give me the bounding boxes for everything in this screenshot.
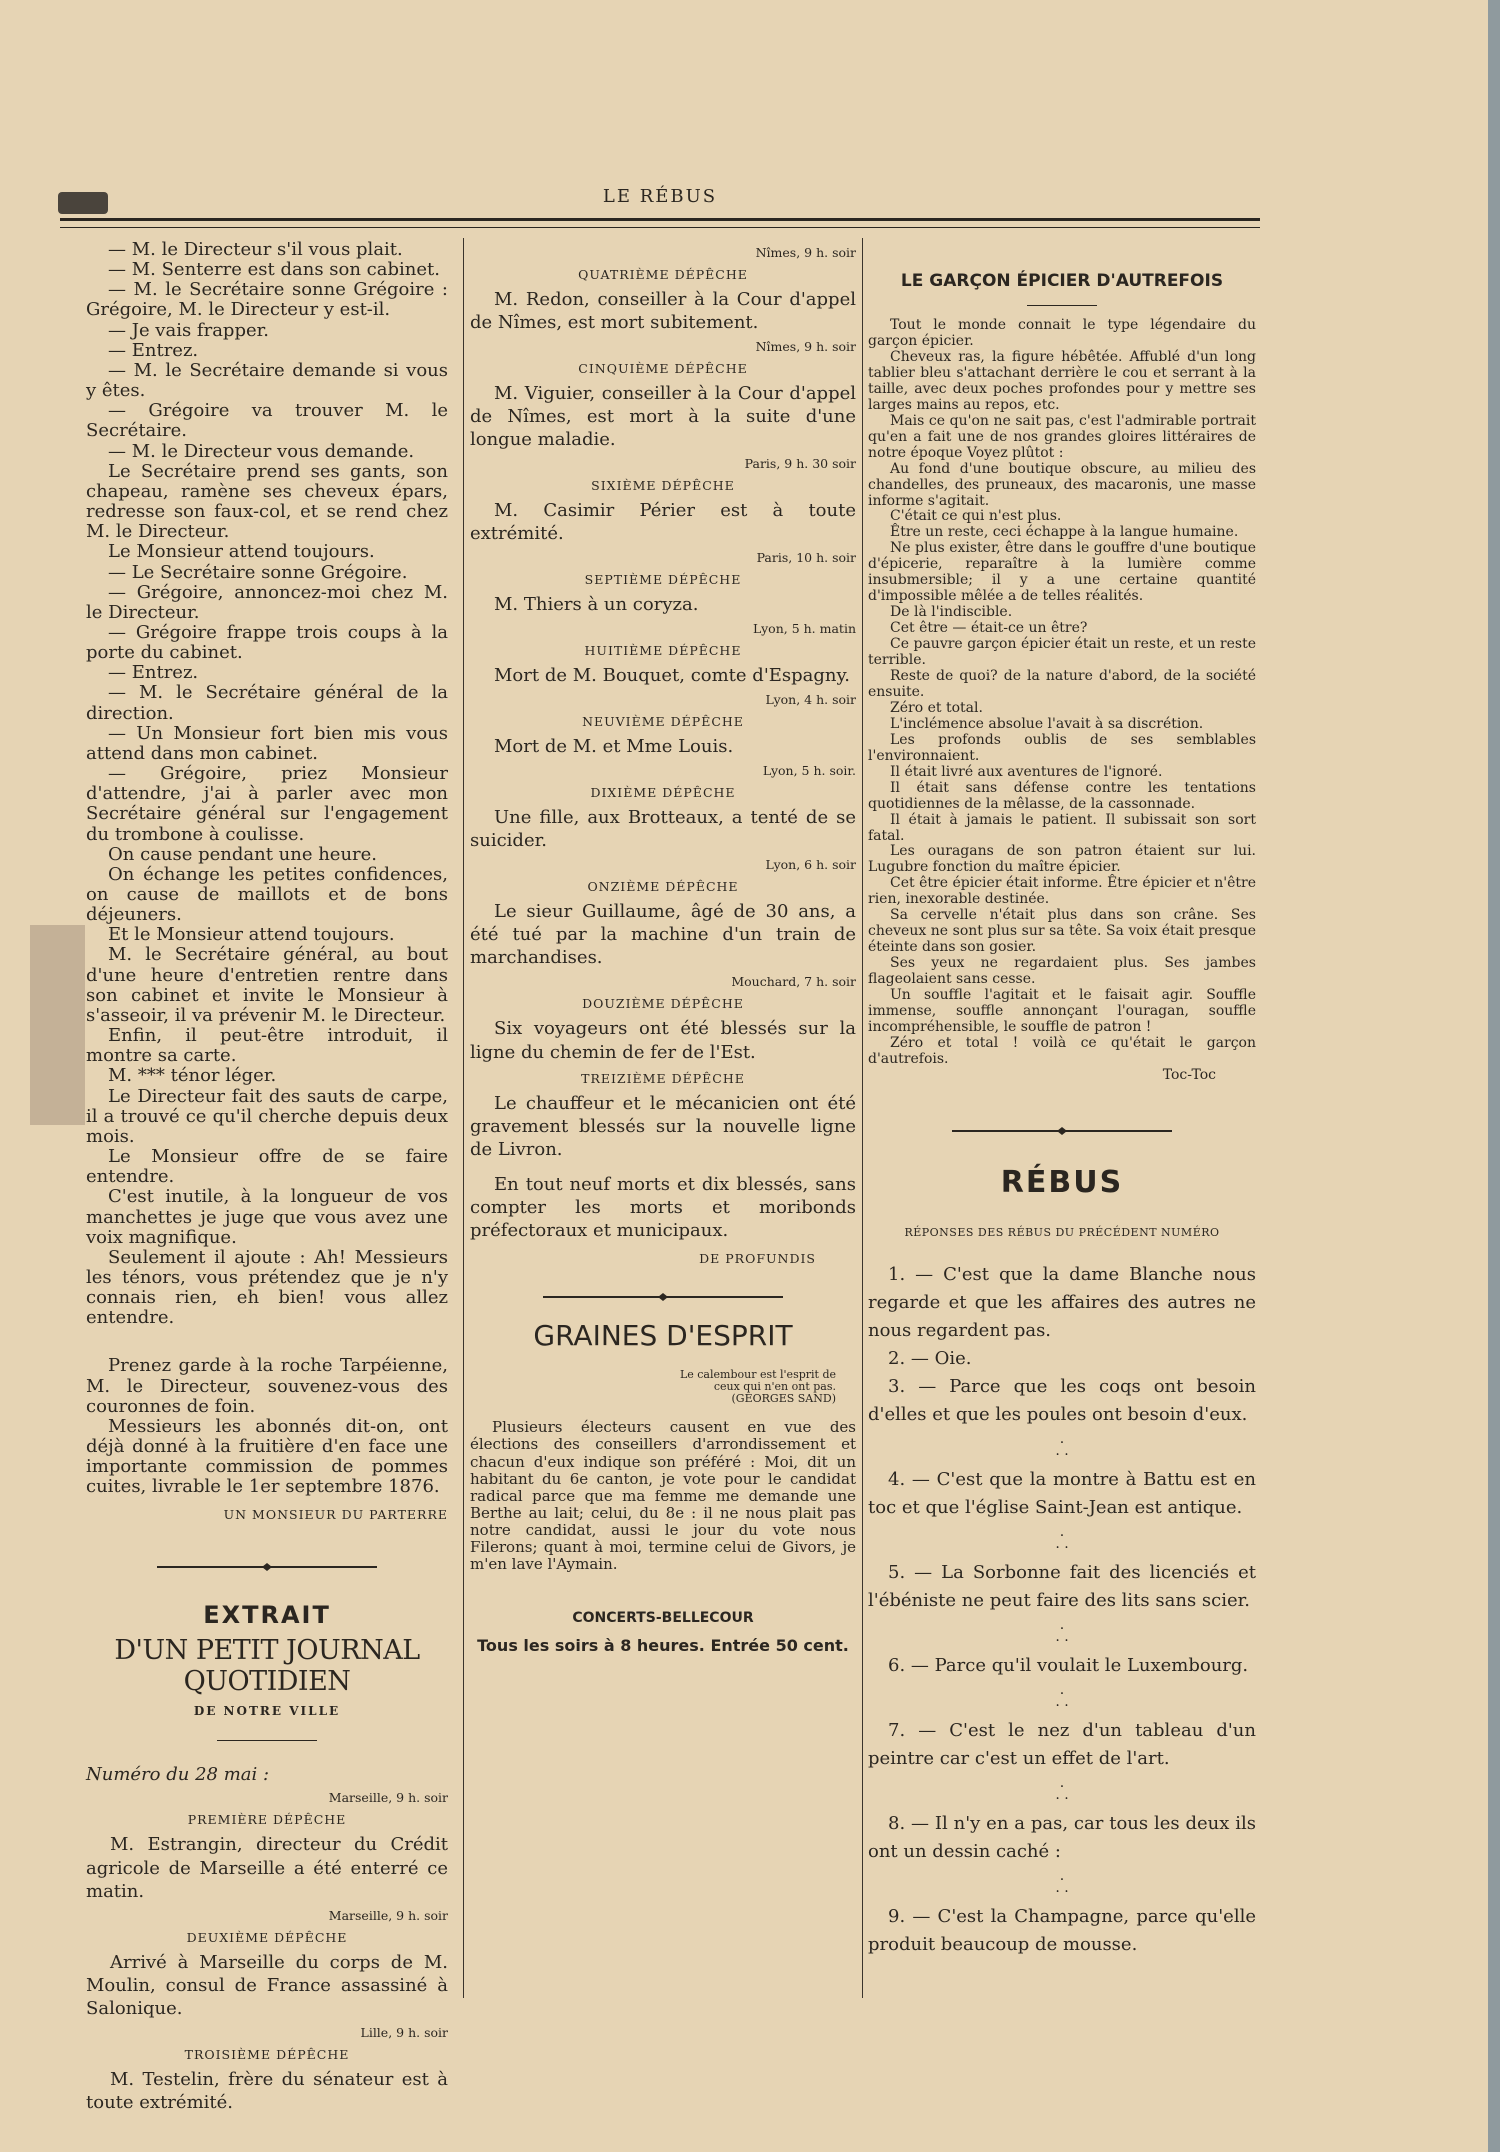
rebus-answer: 9. — C'est la Champagne, parce qu'elle produit beaucoup de mousse. [868, 1905, 1256, 1955]
epicier-paragraph: Être un reste, ceci échappe à la langue humaine. [890, 524, 1239, 541]
depeche-place: Mouchard, 7 h. soir [731, 974, 856, 990]
epicier-paragraph: Reste de quoi? de la nature d'abord, de la société ensuite. [868, 668, 1256, 700]
signature-toc: Toc-Toc [1162, 1066, 1216, 1083]
closing-paragraph: Prenez garde à la roche Tarpéienne, M. le Directeur, souvenez-vous des couronnes de foin. [86, 1355, 448, 1417]
ornament-divider-3 [952, 1126, 1172, 1136]
depeche-place: Lyon, 6 h. soir [765, 857, 856, 873]
dots-separator: . . . [1055, 1774, 1069, 1804]
rebus-answer: 6. — Parce qu'il voulait le Luxembourg. [888, 1654, 1249, 1676]
dialogue-line: — Un Monsieur fort bien mis vous attend dans mon cabinet. [86, 722, 448, 764]
depeche-title: DIXIÈME DÉPÊCHE [590, 785, 736, 801]
epigraph-author: (GEORGES SAND) [731, 1392, 836, 1406]
column-3 [868, 240, 1256, 1959]
epicier-paragraph: Zéro et total ! voilà ce qu'était le garçon d'autrefois. [868, 1034, 1256, 1067]
epicier-paragraphs [868, 318, 1256, 1068]
epicier-paragraph: Les profonds oublis de ses semblables l'environnaient. [868, 731, 1256, 764]
dots-separator: . . . [1055, 1616, 1069, 1646]
depeche-text: Mort de M. et Mme Louis. [494, 736, 734, 758]
dialogue-line: — M. Senterre est dans son cabinet. [108, 259, 440, 281]
depeche-title: TROISIÈME DÉPÊCHE [184, 2046, 350, 2062]
dialogue-line: — Grégoire, annoncez-moi chez M. le Directeur. [86, 581, 448, 623]
epicier-paragraph: C'était ce qui n'est plus. [890, 508, 1062, 525]
extrait-subtitle: D'UN PETIT JOURNAL QUOTIDIEN [114, 1635, 420, 1697]
depeche-title: SEPTIÈME DÉPÊCHE [584, 572, 742, 588]
dialogue-line: — Entrez. [108, 662, 199, 684]
epicier-paragraph: Au fond d'une boutique obscure, au milieu des chandelles, des pruneaux, des macaronis, une masse informe s'agitait. [868, 460, 1256, 509]
signature-parterre: UN MONSIEUR DU PARTERRE [223, 1506, 448, 1522]
graines-text: Plusieurs électeurs causent en vue des élections des conseillers d'arrondissement et chacun d'eux indique son préféré : Moi, dit un habitant du 6e canton, je vote pour le candidat radical parce que ma femme me demande une Berthe au lait; celui, du 8e : il ne nous plait pas notre candidat, aussi le jour du vote nous Filerons; quant à moi, termine celui de Givors, je m'en lave l'Aymain. [470, 1418, 856, 1574]
depeche-place: Nîmes, 9 h. soir [755, 245, 856, 260]
extrait-title: EXTRAIT [203, 1600, 331, 1629]
dialogue-line: — Je vais frapper. [108, 319, 269, 341]
dialogue-line: Le Directeur fait des sauts de carpe, il a trouvé ce qu'il cherche depuis deux mois. [86, 1085, 448, 1147]
epicier-paragraph: Un souffle l'agitait et le faisait agir. Souffle immense, souffle annonçant l'ouragan, souffle incompréhensible, le souffle de patron ! [868, 987, 1256, 1035]
paper-stain [30, 925, 85, 1125]
dialogue-line: — M. le Directeur vous demande. [108, 440, 415, 462]
dialogue-line: — M. le Secrétaire sonne Grégoire : Grégoire, M. le Directeur y est-il. [86, 279, 448, 321]
short-rule-3 [1027, 305, 1097, 306]
rebus-answer: 4. — C'est que la montre à Battu est en toc et que l'église Saint-Jean est antique. [868, 1468, 1256, 1518]
extrait-ville: DE NOTRE VILLE [193, 1703, 341, 1718]
depeches-list-2 [470, 246, 856, 1161]
dialogue-lines [86, 240, 448, 1328]
epicier-paragraph: Ce pauvre garçon épicier était un reste, et un reste terrible. [868, 636, 1256, 669]
dialogue-line: On cause pendant une heure. [108, 843, 378, 865]
depeche-title: DOUZIÈME DÉPÊCHE [582, 996, 744, 1012]
rebus-answers [868, 1261, 1256, 1958]
epigraph: Le calembour est l'esprit de ceux qui n'en ont pas. [679, 1368, 836, 1394]
depeche-text: M. Testelin, frère du sénateur est à toute extrémité. [86, 2068, 448, 2113]
epicier-paragraph: Il était à jamais le patient. Il subissait son sort fatal. [868, 811, 1256, 844]
header-rule [60, 218, 1260, 228]
rebus-title: RÉBUS [1000, 1164, 1124, 1200]
dialogue-line: — M. le Secrétaire général de la direction. [86, 682, 448, 724]
reponses-title: RÉPONSES DES RÉBUS DU PRÉCÉDENT NUMÉRO [904, 1226, 1220, 1240]
depeche-text: Le chauffeur et le mécanicien ont été gravement blessés sur la nouvelle ligne de Livron. [470, 1092, 856, 1160]
short-rule [217, 1740, 317, 1741]
epicier-paragraph: Il était sans défense contre les tentations quotidiennes de la mêlasse, de la cassonnade. [868, 779, 1256, 812]
depeche-title: HUITIÈME DÉPÊCHE [584, 643, 742, 659]
rebus-answer: 1. — C'est que la dame Blanche nous regarde et que les affaires des autres ne nous regardent pas. [868, 1264, 1256, 1342]
depeche-place: Lyon, 5 h. soir. [762, 763, 856, 779]
depeche-place: Paris, 9 h. 30 soir [744, 456, 856, 472]
depeche-title: ONZIÈME DÉPÊCHE [587, 879, 739, 895]
depeche-title: SIXIÈME DÉPÊCHE [591, 478, 735, 494]
depeche-text: Six voyageurs ont été blessés sur la ligne du chemin de fer de l'Est. [470, 1018, 856, 1063]
page-header: LE RÉBUS [602, 186, 718, 207]
rebus-answer: 3. — Parce que les coqs ont besoin d'elles et que les poules ont besoin d'eux. [868, 1375, 1256, 1425]
ornament-divider-2 [543, 1292, 783, 1302]
dialogue-line: — Le Secrétaire sonne Grégoire. [108, 561, 408, 583]
dialogue-line: Le Monsieur offre de se faire entendre. [86, 1146, 448, 1188]
epicier-paragraph: Cheveux ras, la figure hébêtée. Affublé d'un long tablier bleu s'attachant derrière le cou et serrant à la taille, avec deux poches profondes pour y mettre ses larges mains au repos, etc. [868, 348, 1256, 413]
epicier-paragraph: Tout le monde connait le type légendaire du garçon épicier. [868, 317, 1256, 349]
depeche-place: Marseille, 9 h. soir [328, 1790, 448, 1806]
column-1 [86, 240, 448, 2118]
dialogue-line: — M. le Secrétaire demande si vous y êtes. [86, 359, 448, 402]
dialogue-line: Seulement il ajoute : Ah! Messieurs les ténors, vous prétendez que je n'y connais rien, eh bien! vous allez entendre. [86, 1246, 448, 1329]
dialogue-line: — Grégoire, priez Monsieur d'attendre, j'ai à parler avec mon Secrétaire général sur l'engagement du trombone à coulisse. [86, 763, 448, 845]
dialogue-line: — Grégoire va trouver M. le Secrétaire. [86, 400, 448, 442]
rebus-answer: 7. — C'est le nez d'un tableau d'un peintre car c'est un effet de l'art. [868, 1719, 1256, 1769]
depeche-text: M. Estrangin, directeur du Crédit agricole de Marseille a été enterré ce matin. [86, 1834, 448, 1902]
dialogue-line: Le Monsieur attend toujours. [108, 541, 375, 563]
epicier-paragraph: Ses yeux ne regardaient plus. Ses jambes flageolaient sans cesse. [868, 955, 1256, 988]
depeche-place: Paris, 10 h. soir [756, 550, 856, 566]
dialogue-line: Enfin, il peut-être introduit, il montre sa carte. [86, 1025, 448, 1067]
dialogue-line: Le Secrétaire prend ses gants, son chapeau, ramène ses cheveux épars, redresse son faux-col, et se rend chez M. le Directeur. [86, 460, 448, 543]
dialogue-line: — M. le Directeur s'il vous plait. [108, 239, 403, 260]
depeche-title: NEUVIÈME DÉPÊCHE [582, 714, 744, 730]
rebus-answer: 2. — Oie. [888, 1348, 972, 1370]
closing-paragraphs [86, 1356, 448, 1497]
depeche-place: Lyon, 5 h. matin [753, 621, 856, 637]
column-2 [470, 240, 856, 1655]
epicier-paragraph: Cet être — était-ce un être? [890, 620, 1088, 637]
signature-profundis: DE PROFUNDIS [699, 1250, 816, 1266]
epicier-title: LE GARÇON ÉPICIER D'AUTREFOIS [900, 271, 1224, 291]
concerts-title: CONCERTS-BELLECOUR [572, 1610, 754, 1627]
dots-separator: . . . [1055, 1867, 1069, 1897]
depeche-place: Marseille, 9 h. soir [328, 1907, 448, 1923]
dots-separator: . . . [1055, 1430, 1069, 1460]
dialogue-line: C'est inutile, à la longueur de vos manchettes je juge que vous avez une voix magnifique. [86, 1186, 448, 1248]
depeche-text: M. Casimir Périer est à toute extrémité. [470, 500, 856, 545]
depeche-title: QUATRIÈME DÉPÊCHE [578, 267, 748, 282]
epicier-paragraph: Les ouragans de son patron étaient sur lui. Lugubre fonction du maître épicier. [868, 843, 1256, 876]
epicier-paragraph: Sa cervelle n'était plus dans son crâne. Ses cheveux ne sont plus sur sa tête. Sa voix était presque éteinte dans son gosier. [868, 907, 1256, 956]
dots-separator: . . . [1055, 1523, 1069, 1553]
depeche-text: M. Viguier, conseiller à la Cour d'appel de Nîmes, est mort à la suite d'une longue maladie. [470, 383, 856, 451]
dialogue-line: Et le Monsieur attend toujours. [108, 924, 395, 946]
depeche-title: TREIZIÈME DÉPÊCHE [581, 1070, 745, 1086]
closing-paragraph: Messieurs les abonnés dit-on, ont déjà donné à la fruitière d'en face une importante commission de pommes cuites, livrable le 1er septembre 1876. [86, 1415, 448, 1498]
epicier-paragraph: Cet être épicier était informe. Être épicier et n'être rien, inexorable destinée. [868, 875, 1256, 908]
epicier-paragraph: De là l'indiscible. [890, 604, 1013, 621]
dialogue-line: — Grégoire frappe trois coups à la porte du cabinet. [86, 621, 448, 664]
depeche-place: Lille, 9 h. soir [360, 2024, 448, 2040]
numero-label: Numéro du 28 mai : [86, 1764, 270, 1786]
depeche-title: PREMIÈRE DÉPÊCHE [187, 1812, 347, 1828]
graines-title: GRAINES D'ESPRIT [533, 1318, 793, 1352]
depeche-place: Nîmes, 9 h. soir [755, 339, 856, 355]
epicier-paragraph: Zéro et total. [890, 699, 983, 716]
depeche-title: CINQUIÈME DÉPÊCHE [578, 361, 748, 377]
ornament-divider [157, 1562, 377, 1572]
depeches-list-1 [86, 1791, 448, 2113]
depeche-title: DEUXIÈME DÉPÊCHE [186, 1929, 348, 1945]
epicier-paragraph: Il était livré aux aventures de l'ignoré. [890, 763, 1163, 780]
depeche-text: Le sieur Guillaume, âgé de 30 ans, a été tué par la machine d'un train de marchandises. [470, 901, 856, 969]
depeche-place: Lyon, 4 h. soir [765, 692, 856, 708]
depeche-text: Une fille, aux Brotteaux, a tenté de se suicider. [470, 807, 856, 852]
column-separator-2 [862, 238, 863, 1998]
column-separator-1 [463, 238, 464, 1998]
summary-text: En tout neuf morts et dix blessés, sans compter les morts et moribonds préfectoraux et municipaux. [470, 1173, 856, 1241]
depeche-text: Mort de M. Bouquet, comte d'Espagny. [494, 665, 851, 687]
epicier-paragraph: Mais ce qu'on ne sait pas, c'est l'admirable portrait qu'en a fait une de nos grandes gloires littéraires de notre époque Voyez plûtot : [868, 412, 1256, 461]
dialogue-line: M. le Secrétaire général, au bout d'une heure d'entretien rentre dans son cabinet et invite le Monsieur à s'asseoir, il va prévenir M. le Directeur. [86, 944, 448, 1026]
epicier-paragraph: Ne plus exister, être dans le gouffre d'une boutique d'épicerie, reparaître à la lumière comme insubmersible; il y a une certaine quantité d'impossible mêlée a de telles réalités. [868, 540, 1256, 605]
dialogue-line: — Entrez. [108, 339, 199, 361]
concerts-text: Tous les soirs à 8 heures. Entrée 50 cent. [477, 1635, 849, 1655]
rebus-answer: 8. — Il n'y en a pas, car tous les deux ils ont un dessin caché : [868, 1812, 1256, 1862]
dots-separator: . . . [1055, 1681, 1069, 1711]
depeche-text: Arrivé à Marseille du corps de M. Moulin, consul de France assassiné à Salonique. [86, 1951, 448, 2019]
epicier-paragraph: L'inclémence absolue l'avait à sa discrétion. [890, 715, 1204, 732]
rebus-answer: 5. — La Sorbonne fait des licenciés et l'ébéniste ne peut faire des lits sans scier. [868, 1561, 1256, 1611]
dialogue-line: M. *** ténor léger. [108, 1065, 277, 1087]
dialogue-line: On échange les petites confidences, on cause de maillots et de bons déjeuners. [86, 863, 448, 926]
depeche-text: M. Thiers à un coryza. [494, 594, 699, 616]
depeche-text: M. Redon, conseiller à la Cour d'appel de Nîmes, est mort subitement. [470, 289, 856, 334]
